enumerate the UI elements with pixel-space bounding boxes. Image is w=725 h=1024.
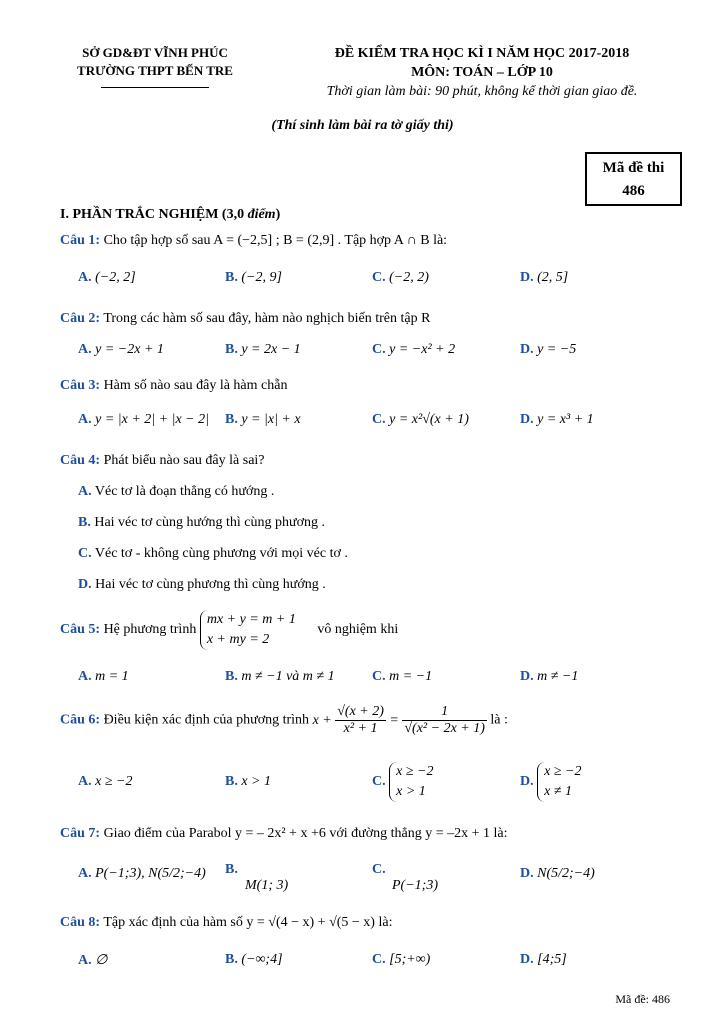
- question-label: Câu 5:: [60, 622, 101, 638]
- option-b[interactable]: B. m ≠ −1 và m ≠ 1: [225, 669, 335, 684]
- question-label: Câu 1:: [60, 233, 101, 248]
- question-3: [60, 378, 287, 394]
- question-text: Trong các hàm số sau đây, hàm nào nghịch biến trên tập R: [103, 311, 431, 326]
- option-a[interactable]: A. m = 1: [78, 669, 129, 684]
- question-1: [60, 233, 447, 249]
- question-text: Hệ phương trình: [103, 622, 197, 638]
- exam-title: ĐỀ KIỂM TRA HỌC KÌ I NĂM HỌC 2017-2018: [334, 46, 630, 61]
- exam-subject: MÔN: TOÁN – LỚP 10: [411, 65, 553, 80]
- option-c[interactable]: C. (−2, 2): [372, 270, 429, 285]
- school-name: TRƯỜNG THPT BẾN TRE: [77, 63, 233, 78]
- question-text: Cho tập hợp số sau A = (−2,5] ; B = (2,9] . Tập hợp A ∩ B là:: [103, 233, 448, 248]
- question-label: Câu 2:: [60, 311, 101, 326]
- option-a[interactable]: A. ∅: [78, 953, 108, 968]
- question-text-tail: vô nghiệm khi: [317, 622, 399, 638]
- page-footer: Mã đề: 486: [615, 992, 670, 1006]
- options-q1: [60, 270, 700, 294]
- option-b[interactable]: B. y = 2x − 1: [225, 342, 301, 357]
- header-underline: [101, 87, 209, 88]
- equation: x + $\frac{√(x + 2)}{\text{x² + 1}}$ = $\frac{1}{\text{√(x² − 2x + 1)}}$: [312, 704, 485, 736]
- header-right: [292, 44, 672, 101]
- option-c[interactable]: C. Véc tơ - không cùng phương với mọi véc tơ .: [78, 546, 348, 561]
- question-text: Hàm số nào sau đây là hàm chẵn: [103, 378, 288, 393]
- exam-code-label: Mã đề thi: [602, 160, 665, 176]
- equation-system: mx + y = m + 1 x + my = 2: [200, 610, 296, 650]
- option-c[interactable]: C. y = −x² + 2: [372, 342, 456, 357]
- department-name: SỞ GD&ĐT VĨNH PHÚC: [82, 45, 228, 60]
- instruction-note: (Thí sinh làm bài ra tờ giấy thi): [271, 118, 454, 133]
- option-d[interactable]: D. N(5/2;−4): [520, 866, 595, 881]
- option-c[interactable]: C. m = −1: [372, 669, 433, 684]
- options-q7: [60, 862, 700, 896]
- option-c[interactable]: C. P(−1;3): [372, 862, 438, 893]
- option-d[interactable]: D. y = −5: [520, 342, 577, 357]
- header-left: [60, 44, 250, 88]
- option-d[interactable]: D. Hai véc tơ cùng phương thì cùng hướng .: [78, 577, 326, 592]
- option-c[interactable]: C. y = x²√(x + 1): [372, 412, 469, 427]
- question-text: Giao điểm của Parabol y = – 2x² + x +6 với đường thẳng y = –2x + 1 là:: [103, 826, 508, 841]
- question-label: Câu 8:: [60, 915, 101, 930]
- options-q3: [60, 412, 700, 436]
- exam-code-value: 486: [622, 183, 645, 199]
- option-b[interactable]: B. (−∞;4]: [225, 952, 283, 967]
- options-q5: [60, 669, 700, 693]
- question-text: Phát biểu nào sau đây là sai?: [103, 453, 265, 468]
- question-2: [60, 311, 430, 327]
- question-6: [60, 704, 508, 737]
- option-a[interactable]: A. y = |x + 2| + |x − 2|: [78, 412, 209, 427]
- question-label: Câu 4:: [60, 453, 101, 468]
- option-d[interactable]: D. [4;5]: [520, 952, 567, 967]
- exam-time-note: Thời gian làm bài: 90 phút, không kể thời gian giao đề.: [326, 84, 638, 99]
- exam-code-box: [585, 152, 682, 206]
- question-text: Điều kiện xác định của phương trình: [103, 712, 310, 728]
- options-q6: [60, 762, 700, 806]
- option-a[interactable]: A. P(−1;3), N(5/2;−4): [78, 866, 206, 881]
- question-text-tail: là :: [490, 712, 508, 728]
- option-a[interactable]: A. y = −2x + 1: [78, 342, 164, 357]
- option-a[interactable]: A. x ≥ −2: [78, 774, 133, 789]
- question-text: Tập xác định của hàm số y = √(4 − x) + √(5 − x) là:: [103, 915, 393, 930]
- question-label: Câu 7:: [60, 826, 101, 841]
- option-a[interactable]: A. Véc tơ là đoạn thẳng có hướng .: [78, 484, 275, 499]
- option-b[interactable]: B. x > 1: [225, 774, 272, 789]
- option-c[interactable]: C. [5;+∞): [372, 952, 431, 967]
- option-b[interactable]: B. (−2, 9]: [225, 270, 282, 285]
- option-d[interactable]: D. m ≠ −1: [520, 669, 579, 684]
- question-7: [60, 826, 508, 842]
- question-label: Câu 6:: [60, 712, 101, 728]
- option-b[interactable]: B. y = |x| + x: [225, 412, 301, 427]
- option-b[interactable]: B. Hai véc tơ cùng hướng thì cùng phương .: [78, 515, 325, 530]
- option-d[interactable]: D. x ≥ −2 x ≠ 1: [520, 762, 581, 802]
- section-title: I. PHẦN TRẮC NGHIỆM (3,0 điểm): [60, 207, 281, 222]
- option-d[interactable]: D. y = x³ + 1: [520, 412, 594, 427]
- question-4: [60, 453, 265, 469]
- options-q2: [60, 342, 700, 366]
- option-a[interactable]: A. (−2, 2]: [78, 270, 136, 285]
- options-q8: [60, 952, 700, 976]
- option-b[interactable]: B. M(1; 3): [225, 862, 289, 893]
- option-d[interactable]: D. (2, 5]: [520, 270, 569, 285]
- question-8: [60, 915, 392, 931]
- question-5: [60, 610, 398, 650]
- question-label: Câu 3:: [60, 378, 101, 393]
- option-c[interactable]: C. x ≥ −2 x > 1: [372, 762, 433, 802]
